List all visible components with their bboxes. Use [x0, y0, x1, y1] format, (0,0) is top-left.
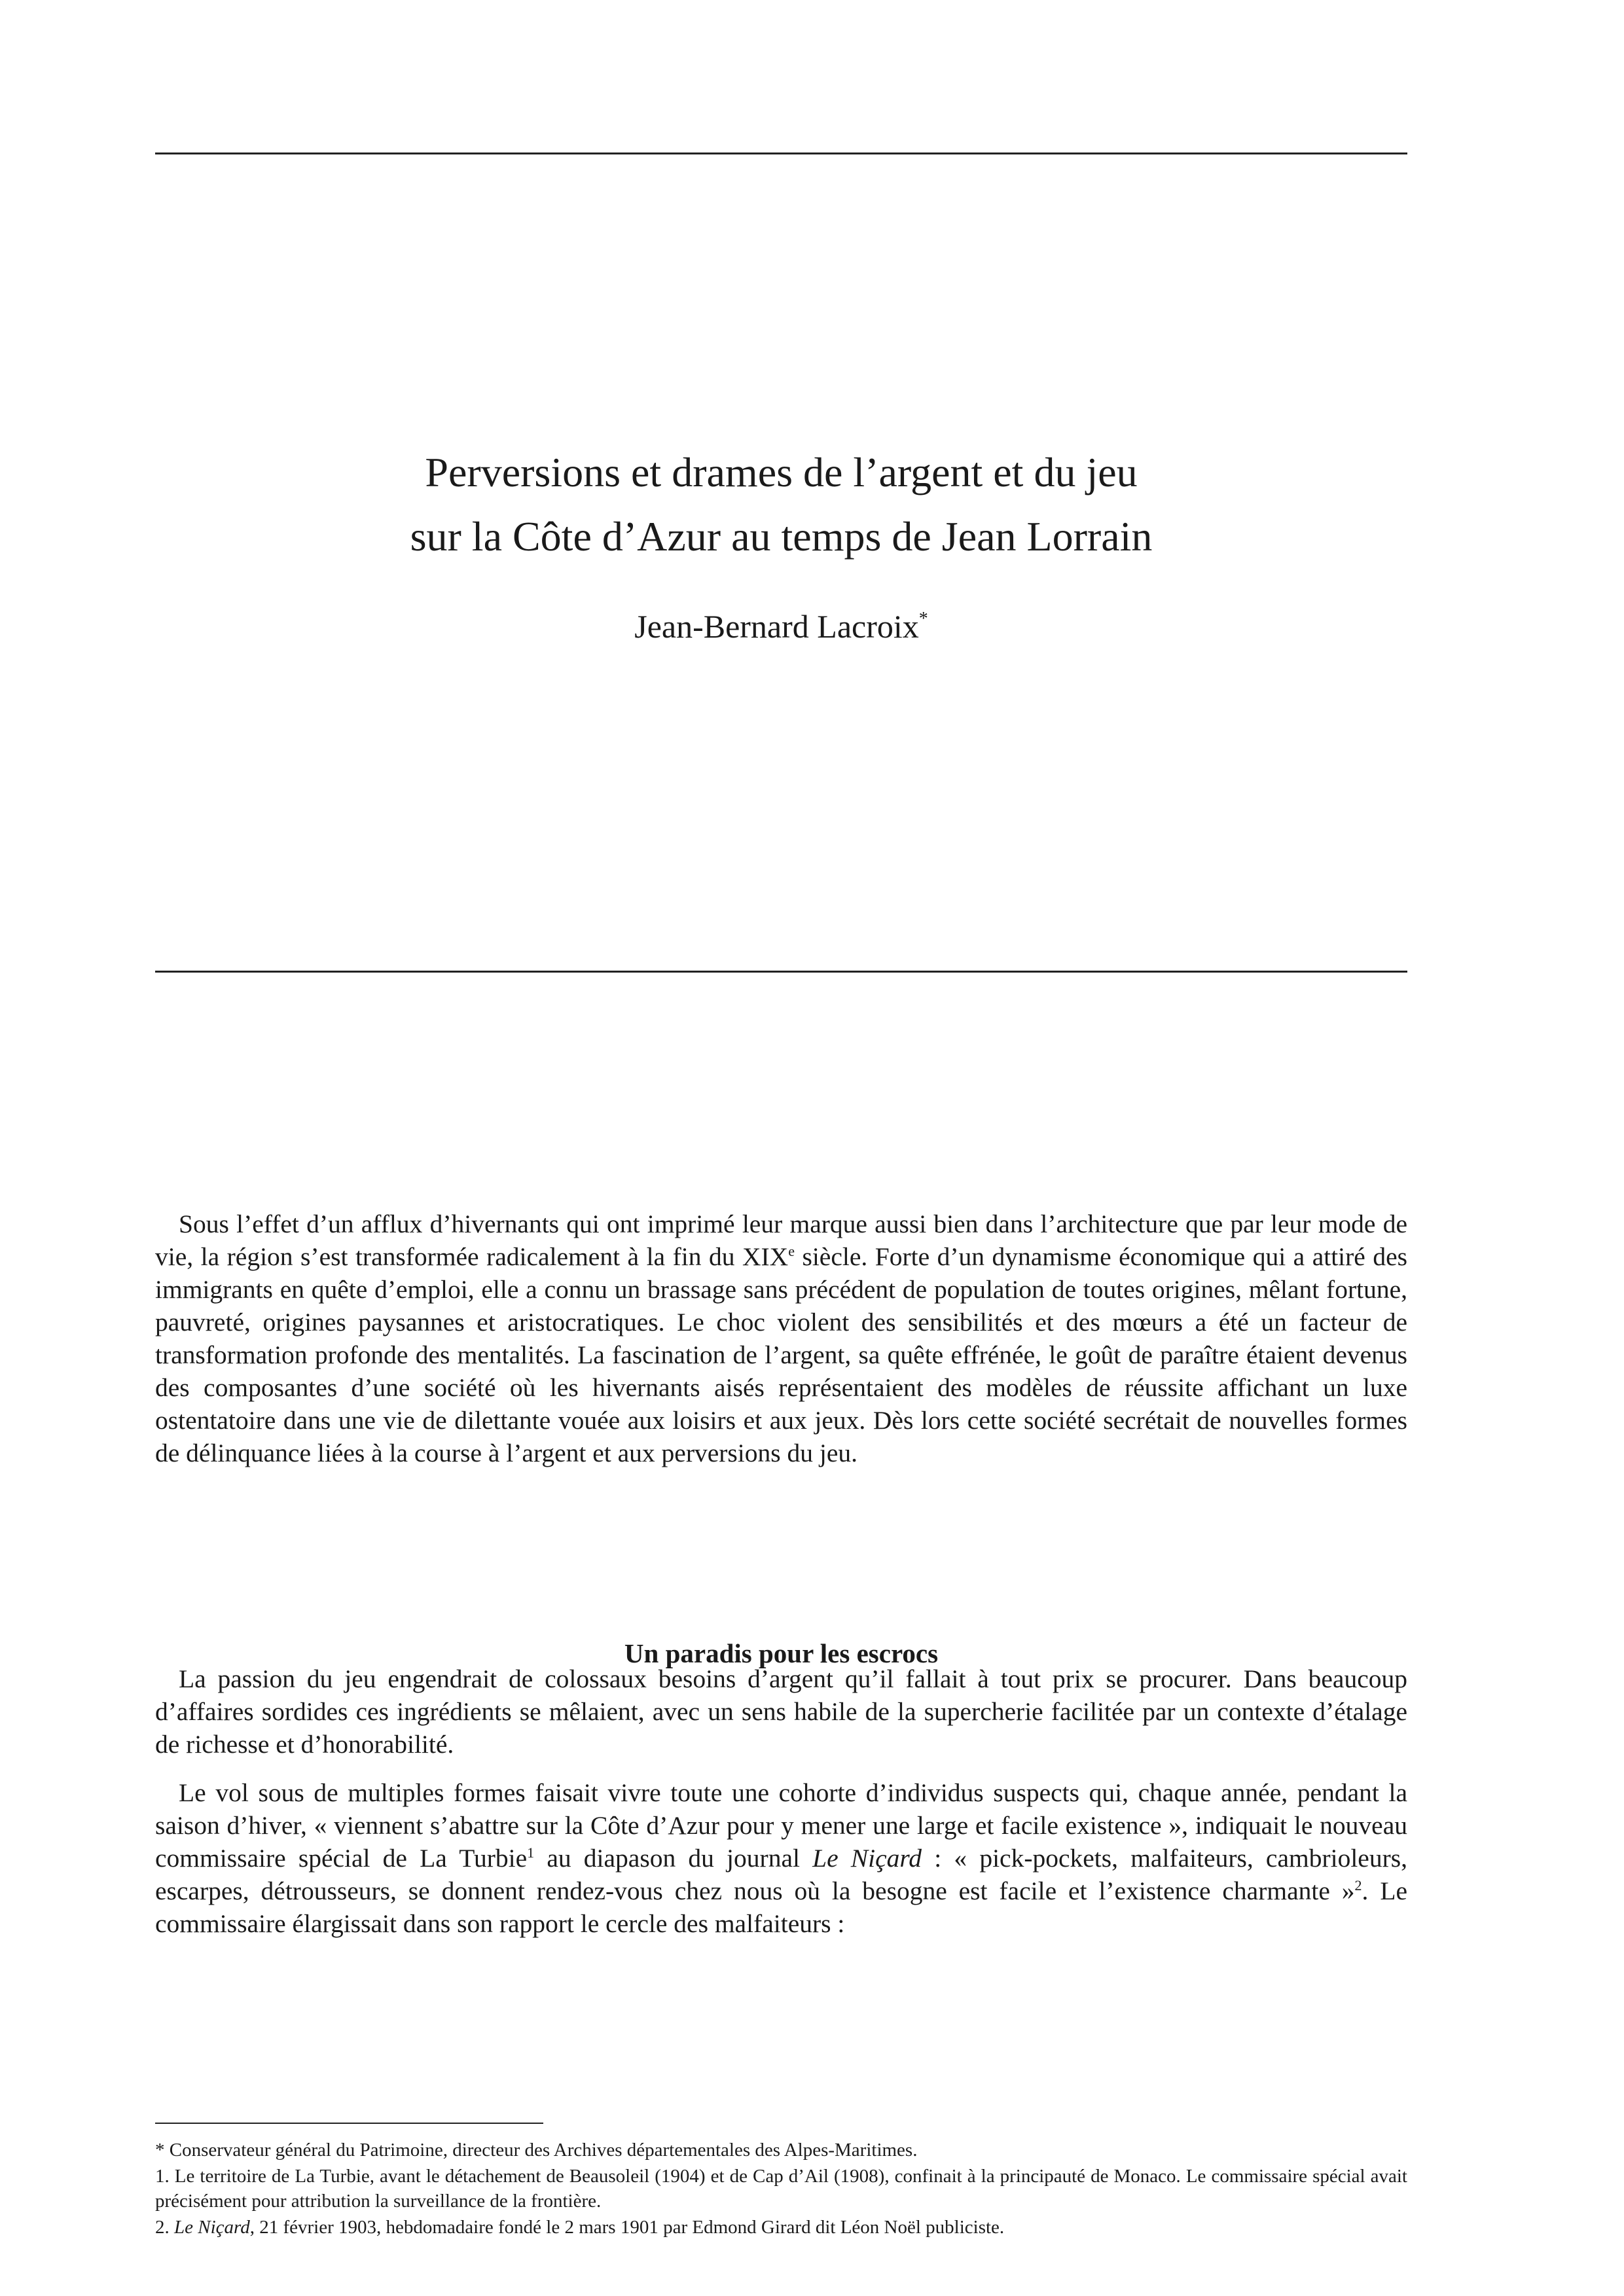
footnote-author: * Conservateur général du Patrimoine, directeur des Archives départementales des Alpes-Maritimes.	[155, 2140, 918, 2161]
century-superscript: e	[788, 1243, 795, 1259]
footnotes	[155, 2138, 1407, 2240]
footnote-2-number: 2.	[155, 2217, 174, 2238]
journal-name: Le Niçard	[812, 1844, 922, 1873]
author-footnote-mark: *	[918, 609, 928, 629]
footnote-2-journal: Le Niçard	[174, 2217, 250, 2238]
intro-paragraph	[155, 1208, 1407, 1469]
title-block-rule	[155, 971, 1407, 973]
section-body	[155, 1662, 1407, 1940]
header-rule	[155, 152, 1407, 154]
paragraph-2-text-d: . Le commissaire élargissait dans son rapport le cercle des malfaiteurs :	[155, 1876, 1407, 1938]
footnote-separator	[155, 2123, 543, 2124]
article-title-line-1: Perversions et drames de l’argent et du jeu	[425, 448, 1138, 495]
footnote-1: 1. Le territoire de La Turbie, avant le détachement de Beausoleil (1904) et de Cap d’Ail (1908), confinait à la principauté de Monaco. Le commissaire spécial avait précisément pour attribution la surveillance de la frontière.	[155, 2166, 1407, 2212]
intro-text-part-1: Sous l’effet d’un afflux d’hivernants qui ont imprimé leur marque aussi bien dans l’architecture que par leur mode de vie, la région s’est transformée radicalement à la fin du XIX	[155, 1210, 1407, 1271]
section-heading: Un paradis pour les escrocs	[624, 1638, 939, 1669]
footnote-2-text: , 21 février 1903, hebdomadaire fondé le 2 mars 1901 par Edmond Girard dit Léon Noël publiciste.	[249, 2217, 1005, 2238]
intro-text-part-2: siècle. Forte d’un dynamisme économique qui a attiré des immigrants en quête d’emploi, elle a connu un brassage sans précédent de population de toutes origines, mêlant fortune, pauvreté, origines paysannes et aristocratiques. Le choc violent des sensibilités et des mœurs a été un facteur de transformation profonde des mentalités. La fascination de l’argent, sa quête effrénée, le goût de paraître étaient devenus des composantes d’une société où les hivernants aisés représentaient des modèles de réussite affichant un luxe ostentatoire dans une vie de dilettante vouée aux loisirs et aux jeux. Dès lors cette société secrétait de nouvelles formes de délinquance liées à la course à l’argent et aux perversions du jeu.	[155, 1242, 1407, 1467]
paragraph-2-text-c: : « pick-pockets, malfaiteurs, cambrioleurs, escarpes, détrousseurs, se donnent rendez-vous chez nous où la besogne est facile et l’existence charmante »	[155, 1844, 1407, 1905]
section-paragraph-2	[155, 1776, 1407, 1940]
intro-paragraph-block	[155, 1208, 1407, 1469]
footnote-ref-1: 1	[527, 1844, 535, 1861]
article-title	[155, 440, 1407, 569]
author-name: Jean-Bernard Lacroix	[634, 608, 919, 645]
paragraph-2-text-a: Le vol sous de multiples formes faisait vivre toute une cohorte d’individus suspects qui, chaque année, pendant la saison d’hiver, « viennent s’abattre sur la Côte d’Azur pour y mener une large et facile existence », indiquait le nouveau commissaire spécial de La Turbie	[155, 1778, 1407, 1873]
paragraph-2-text-b: au diapason du journal	[534, 1844, 813, 1873]
article-author	[155, 603, 1407, 649]
section-paragraph-1: La passion du jeu engendrait de colossaux besoins d’argent qu’il fallait à tout prix se procurer. Dans beaucoup d’affaires sordides ces ingrédients se mêlaient, avec un sens habile de la supercherie facilitée par un contexte d’étalage de richesse et d’honorabilité.	[155, 1664, 1407, 1759]
footnote-ref-2: 2	[1354, 1877, 1362, 1893]
footnote-2	[155, 2215, 1407, 2240]
article-title-line-2: sur la Côte d’Azur au temps de Jean Lorrain	[410, 512, 1153, 560]
